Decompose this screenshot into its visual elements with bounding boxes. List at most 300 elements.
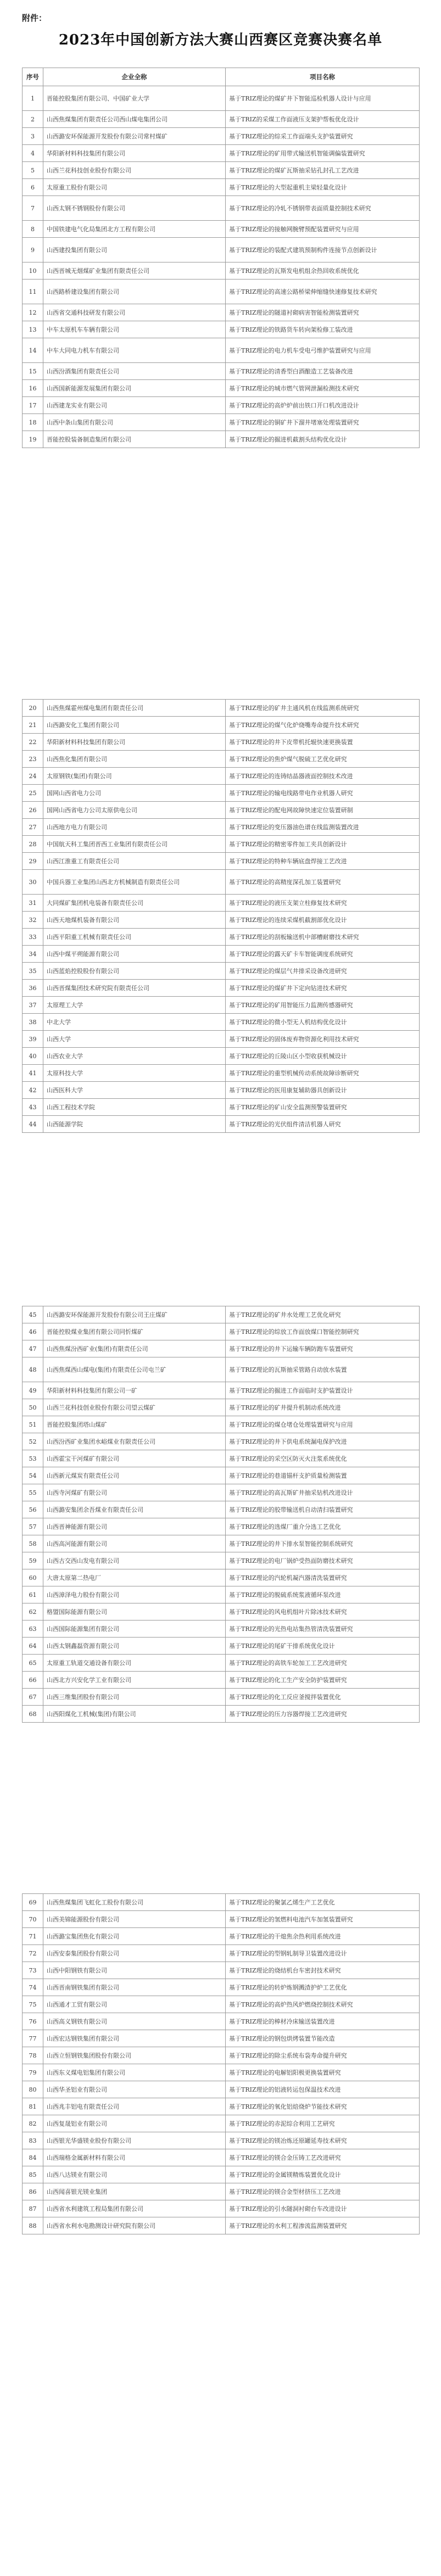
table-row <box>23 2200 420 2217</box>
row-number: 43 <box>23 1099 43 1116</box>
company-name: 山西地方电力有限公司 <box>43 819 226 836</box>
header-company: 企业全称 <box>43 68 226 86</box>
row-number: 88 <box>23 2217 43 2234</box>
table-row <box>23 179 420 196</box>
table-row <box>23 1484 420 1501</box>
table-row <box>23 1945 420 1962</box>
project-name: 基于TRIZ理论的型钢轧制导卫装置改进设计 <box>226 1945 420 1962</box>
company-name: 山西路桥建设集团有限公司 <box>43 280 226 304</box>
row-number: 21 <box>23 717 43 734</box>
table-row <box>23 1706 420 1723</box>
row-number: 15 <box>23 363 43 380</box>
company-name: 中车大同电力机车有限公司 <box>43 338 226 363</box>
project-name: 基于TRIZ理论的综放工作面放煤口智能控制研究 <box>226 1323 420 1340</box>
row-number: 13 <box>23 321 43 338</box>
project-name: 基于TRIZ理论的矿井提升机制动系统改进 <box>226 1399 420 1416</box>
project-name: 基于TRIZ理论的镁冶炼还原罐延寿技术研究 <box>226 2132 420 2149</box>
row-number: 16 <box>23 380 43 397</box>
row-number: 80 <box>23 2081 43 2098</box>
row-number: 70 <box>23 1911 43 1928</box>
row-number: 30 <box>23 870 43 895</box>
project-name: 基于TRIZ理论的井下排水泵智能控制系统研究 <box>226 1535 420 1552</box>
company-name: 山西银光华盛镁业股份有限公司 <box>43 2132 226 2149</box>
project-name: 基于TRIZ理论的掘进机截割头结构优化设计 <box>226 431 420 448</box>
company-name: 山西太钢鑫磊资源有限公司 <box>43 1638 226 1655</box>
row-number: 8 <box>23 221 43 238</box>
table-row <box>23 1655 420 1672</box>
table-row <box>23 1099 420 1116</box>
row-number: 69 <box>23 1894 43 1911</box>
project-name: 基于TRIZ理论的镁合金压铸工艺改进研究 <box>226 2149 420 2166</box>
table-row <box>23 2166 420 2183</box>
company-name: 山西晋神能源有限公司 <box>43 1518 226 1535</box>
row-number: 66 <box>23 1672 43 1689</box>
row-number: 1 <box>23 86 43 111</box>
company-name: 山西焦化集团有限公司 <box>43 751 226 768</box>
company-name: 山西医科大学 <box>43 1082 226 1099</box>
project-name: 基于TRIZ理论的连铸结晶器液面控制技术改进 <box>226 768 420 785</box>
company-name: 山西江淮重工有限责任公司 <box>43 853 226 870</box>
row-number: 81 <box>23 2098 43 2115</box>
company-name: 山西中条山集团有限公司 <box>43 414 226 431</box>
table-row <box>23 1928 420 1945</box>
table-row <box>23 2183 420 2200</box>
project-name: 基于TRIZ理论的煤矿井下定向钻进技术研究 <box>226 980 420 997</box>
company-name: 山西平阳重工机械有限责任公司 <box>43 929 226 946</box>
table-row <box>23 2115 420 2132</box>
header-number: 序号 <box>23 68 43 86</box>
company-name: 中国航天科工集团晋西工业集团有限责任公司 <box>43 836 226 853</box>
project-name: 基于TRIZ理论的高瓦斯矿井抽采钻机改进设计 <box>226 1484 420 1501</box>
row-number: 22 <box>23 734 43 751</box>
company-name: 山西国际能源集团有限公司 <box>43 1621 226 1638</box>
row-number: 84 <box>23 2149 43 2166</box>
company-name: 山西八达镁业有限公司 <box>43 2166 226 2183</box>
company-name: 山西潞安环保能源开发股份有限公司常村煤矿 <box>43 128 226 145</box>
row-number: 19 <box>23 431 43 448</box>
company-name: 山西中阳钢铁有限公司 <box>43 1962 226 1979</box>
company-name: 华阳新材料科技集团有限公司一矿 <box>43 1382 226 1399</box>
table-row <box>23 980 420 997</box>
table-row <box>23 1323 420 1340</box>
project-name: 基于TRIZ理论的烧结机台车密封技术研究 <box>226 1962 420 1979</box>
project-name: 基于TRIZ理论的棒材冷床输送装置改进 <box>226 2013 420 2030</box>
row-number: 40 <box>23 1048 43 1065</box>
project-name: 基于TRIZ理论的电力机车受电弓维护装置研究与应用 <box>226 338 420 363</box>
project-name: 基于TRIZ理论的脱硫系统浆液循环泵改进 <box>226 1586 420 1603</box>
row-number: 35 <box>23 963 43 980</box>
company-name: 大同煤矿集团机电装备有限责任公司 <box>43 895 226 912</box>
project-name: 基于TRIZ理论的接触网腕臂预配装置研究与应用 <box>226 221 420 238</box>
project-name: 基于TRIZ理论的氧化铝焙烧炉节能技术研究 <box>226 2098 420 2115</box>
company-name: 山西立恒钢铁集团股份有限公司 <box>43 2047 226 2064</box>
table-row <box>23 304 420 321</box>
project-name: 基于TRIZ理论的煤矿瓦斯抽采钻孔封孔工艺改进 <box>226 162 420 179</box>
table-row <box>23 380 420 397</box>
company-name: 山西太钢不锈钢股份有限公司 <box>43 196 226 221</box>
project-name: 基于TRIZ理论的化工生产安全防护装置研究 <box>226 1672 420 1689</box>
table-row <box>23 1306 420 1323</box>
project-name: 基于TRIZ理论的瓦斯抽采管路自动放水装置 <box>226 1357 420 1382</box>
table-row <box>23 262 420 280</box>
row-number: 56 <box>23 1501 43 1518</box>
company-name: 山西汾西矿业集团水峪煤业有限责任公司 <box>43 1433 226 1450</box>
table-row <box>23 929 420 946</box>
table-row <box>23 997 420 1014</box>
row-number: 76 <box>23 2013 43 2030</box>
row-number: 68 <box>23 1706 43 1723</box>
company-name: 山西建龙实业有限公司 <box>43 397 226 414</box>
row-number: 49 <box>23 1382 43 1399</box>
row-number: 7 <box>23 196 43 221</box>
company-name: 山西焦煤集团有限责任公司西山煤电集团公司 <box>43 111 226 128</box>
table-row <box>23 853 420 870</box>
project-name: 基于TRIZ理论的城市燃气管网泄漏检测技术研究 <box>226 380 420 397</box>
project-name: 基于TRIZ理论的井下供电系统漏电保护改进 <box>226 1433 420 1450</box>
row-number: 77 <box>23 2030 43 2047</box>
company-name: 太原重工股份有限公司 <box>43 179 226 196</box>
project-name: 基于TRIZ理论的微小型无人机结构优化设计 <box>226 1014 420 1031</box>
table-row <box>23 111 420 128</box>
company-name: 晋能控股集团塔山煤矿 <box>43 1416 226 1433</box>
project-name: 基于TRIZ理论的输电线路带电作业机器人研究 <box>226 785 420 802</box>
company-name: 中国兵器工业集团山西北方机械制造有限责任公司 <box>43 870 226 895</box>
table-row <box>23 86 420 111</box>
project-name: 基于TRIZ理论的赤泥综合利用工艺研究 <box>226 2115 420 2132</box>
project-name: 基于TRIZ理论的选煤厂重介分选工艺优化 <box>226 1518 420 1535</box>
row-number: 32 <box>23 912 43 929</box>
table-row <box>23 1382 420 1399</box>
row-number: 17 <box>23 397 43 414</box>
table-row <box>23 414 420 431</box>
row-number: 9 <box>23 238 43 262</box>
table-row <box>23 1911 420 1928</box>
project-name: 基于TRIZ理论的医用康复辅助器具创新设计 <box>226 1082 420 1099</box>
project-name: 基于TRIZ理论的金属镁精炼装置优化设计 <box>226 2166 420 2183</box>
project-name: 基于TRIZ理论的液压支架立柱修复技术研究 <box>226 895 420 912</box>
company-name: 山西漳泽电力股份有限公司 <box>43 1586 226 1603</box>
row-number: 60 <box>23 1569 43 1586</box>
row-number: 31 <box>23 895 43 912</box>
table-row <box>23 1569 420 1586</box>
company-name: 中车太原机车车辆有限公司 <box>43 321 226 338</box>
row-number: 26 <box>23 802 43 819</box>
company-name: 山西潞安环保能源开发股份有限公司王庄煤矿 <box>43 1306 226 1323</box>
company-name: 山西兆丰铝电有限责任公司 <box>43 2098 226 2115</box>
row-number: 29 <box>23 853 43 870</box>
company-name: 中国铁建电气化局集团北方工程有限公司 <box>43 221 226 238</box>
project-name: 基于TRIZ理论的采空区防灭火注浆系统优化 <box>226 1450 420 1467</box>
table-row <box>23 2030 420 2047</box>
row-number: 79 <box>23 2064 43 2081</box>
project-name: 基于TRIZ理论的高铁车轮加工工艺改进研究 <box>226 1655 420 1672</box>
row-number: 53 <box>23 1450 43 1467</box>
project-name: 基于TRIZ理论的氢燃料电池汽车加氢装置研究 <box>226 1911 420 1928</box>
row-number: 67 <box>23 1689 43 1706</box>
project-name: 基于TRIZ理论的光伏组件清洁机器人研究 <box>226 1116 420 1133</box>
project-name: 基于TRIZ理论的刮板输送机中部槽耐磨技术研究 <box>226 929 420 946</box>
table-section <box>22 68 419 448</box>
table-row <box>23 912 420 929</box>
company-name: 国网山西省电力公司 <box>43 785 226 802</box>
award-table <box>22 1893 420 2234</box>
project-name: 基于TRIZ理论的铁路货车转向架检修工装改进 <box>226 321 420 338</box>
table-row <box>23 338 420 363</box>
header-project: 项目名称 <box>226 68 420 86</box>
row-number: 46 <box>23 1323 43 1340</box>
table-row <box>23 1340 420 1357</box>
row-number: 75 <box>23 1996 43 2013</box>
table-row <box>23 1433 420 1450</box>
company-name: 山西复晟铝业有限公司 <box>43 2115 226 2132</box>
table-row <box>23 963 420 980</box>
table-row <box>23 221 420 238</box>
row-number: 11 <box>23 280 43 304</box>
company-name: 山西古交西山发电有限公司 <box>43 1552 226 1569</box>
project-name: 基于TRIZ理论的铝液转运包保温技术改进 <box>226 2081 420 2098</box>
table-row <box>23 946 420 963</box>
table-row <box>23 1603 420 1621</box>
row-number: 64 <box>23 1638 43 1655</box>
company-name: 山西建投集团有限公司 <box>43 238 226 262</box>
table-row <box>23 751 420 768</box>
project-name: 基于TRIZ理论的高速公路桥梁伸缩缝快速修复技术研究 <box>226 280 420 304</box>
table-row <box>23 238 420 262</box>
project-name: 基于TRIZ理论的矿用带式输送机智能调偏装置研究 <box>226 145 420 162</box>
table-row <box>23 870 420 895</box>
row-number: 62 <box>23 1603 43 1621</box>
project-name: 基于TRIZ理论的除尘系统布袋寿命提升研究 <box>226 2047 420 2064</box>
table-section <box>22 699 419 1133</box>
project-name: 基于TRIZ理论的变压器油色谱在线监测装置改进 <box>226 819 420 836</box>
table-row <box>23 802 420 819</box>
project-name: 基于TRIZ理论的大型起重机主梁轻量化设计 <box>226 179 420 196</box>
row-number: 63 <box>23 1621 43 1638</box>
company-name: 晋能控股煤业集团有限公司同忻煤矿 <box>43 1323 226 1340</box>
row-number: 82 <box>23 2115 43 2132</box>
company-name: 太原钢铁(集团)有限公司 <box>43 768 226 785</box>
table-row <box>23 1082 420 1099</box>
project-name: 基于TRIZ理论的电厂锅炉受热面防磨技术研究 <box>226 1552 420 1569</box>
project-name: 基于TRIZ理论的煤气化炉烧嘴寿命提升技术研究 <box>226 717 420 734</box>
company-name: 太原科技大学 <box>43 1065 226 1082</box>
row-number: 59 <box>23 1552 43 1569</box>
table-row <box>23 363 420 380</box>
company-name: 山西焦煤集团飞虹化工股份有限公司 <box>43 1894 226 1911</box>
table-row <box>23 1467 420 1484</box>
project-name: 基于TRIZ理论的镁合金型材挤压工艺改进 <box>226 2183 420 2200</box>
company-name: 太原理工大学 <box>43 997 226 1014</box>
company-name: 晋能控股装备制造集团有限公司 <box>43 431 226 448</box>
table-row <box>23 836 420 853</box>
company-name: 中北大学 <box>43 1014 226 1031</box>
company-name: 山西晋煤集团技术研究院有限责任公司 <box>43 980 226 997</box>
row-number: 42 <box>23 1082 43 1099</box>
project-name: 基于TRIZ理论的风电机组叶片除冰技术研究 <box>226 1603 420 1621</box>
project-name: 基于TRIZ理论的清香型白酒酿造工艺装备改进 <box>226 363 420 380</box>
project-name: 基于TRIZ理论的综采工作面端头支护装置研究 <box>226 128 420 145</box>
project-name: 基于TRIZ理论的矿用智能压力监测传感器研究 <box>226 997 420 1014</box>
table-row <box>23 1689 420 1706</box>
row-number: 61 <box>23 1586 43 1603</box>
company-name: 山西东义煤电铝集团有限公司 <box>43 2064 226 2081</box>
project-name: 基于TRIZ理论的聚氯乙烯生产工艺优化 <box>226 1894 420 1911</box>
table-row <box>23 1501 420 1518</box>
company-name: 山西省交通科技研发有限公司 <box>43 304 226 321</box>
project-name: 基于TRIZ理论的特种车辆底盘焊接工艺改进 <box>226 853 420 870</box>
attachment-label: 附件： <box>22 13 47 23</box>
table-row <box>23 1357 420 1382</box>
project-name: 基于TRIZ理论的精密零件加工夹具创新设计 <box>226 836 420 853</box>
project-name: 基于TRIZ理论的煤矿井下智能巡检机器人设计与应用 <box>226 86 420 111</box>
table-row <box>23 717 420 734</box>
company-name: 山西蓝焰控股股份有限公司 <box>43 963 226 980</box>
table-row <box>23 397 420 414</box>
company-name: 山西兰花科技创业股份有限公司 <box>43 162 226 179</box>
company-name: 山西焦煤汾西矿业(集团)有限责任公司 <box>43 1340 226 1357</box>
project-name: 基于TRIZ理论的焦炉煤气脱硫工艺优化研究 <box>226 751 420 768</box>
company-name: 山西高义钢铁有限公司 <box>43 2013 226 2030</box>
company-name: 山西寺河煤矿有限公司 <box>43 1484 226 1501</box>
company-name: 山西霍宝干河煤矿有限公司 <box>43 1450 226 1467</box>
row-number: 86 <box>23 2183 43 2200</box>
project-name: 基于TRIZ理论的电解铝阳极更换装置研究 <box>226 2064 420 2081</box>
row-number: 48 <box>23 1357 43 1382</box>
row-number: 85 <box>23 2166 43 2183</box>
project-name: 基于TRIZ理论的尾矿干排系统优化设计 <box>226 1638 420 1655</box>
company-name: 山西美锦能源股份有限公司 <box>43 1911 226 1928</box>
company-name: 山西能源学院 <box>43 1116 226 1133</box>
project-name: 基于TRIZ理论的露天矿卡车智能调度系统研究 <box>226 946 420 963</box>
company-name: 山西焦煤西山煤电(集团)有限责任公司屯兰矿 <box>43 1357 226 1382</box>
row-number: 4 <box>23 145 43 162</box>
table-row <box>23 162 420 179</box>
project-name: 基于TRIZ理论的高炉热风炉燃烧控制技术研究 <box>226 1996 420 2013</box>
row-number: 52 <box>23 1433 43 1450</box>
row-number: 37 <box>23 997 43 1014</box>
project-name: 基于TRIZ理论的固体废弃物资源化利用技术研究 <box>226 1031 420 1048</box>
row-number: 5 <box>23 162 43 179</box>
row-number: 36 <box>23 980 43 997</box>
table-row <box>23 819 420 836</box>
company-name: 山西潞安化工集团有限公司 <box>43 717 226 734</box>
table-row <box>23 1996 420 2013</box>
table-row <box>23 1065 420 1082</box>
company-name: 山西潞安集团余吾煤业有限责任公司 <box>43 1501 226 1518</box>
project-name: 基于TRIZ理论的煤仓堵仓处理装置研究与应用 <box>226 1416 420 1433</box>
company-name: 山西华圣铝业有限公司 <box>43 2081 226 2098</box>
row-number: 24 <box>23 768 43 785</box>
row-number: 38 <box>23 1014 43 1031</box>
row-number: 54 <box>23 1467 43 1484</box>
project-name: 基于TRIZ理论的井下皮带机托辊快速更换装置 <box>226 734 420 751</box>
row-number: 47 <box>23 1340 43 1357</box>
project-name: 基于TRIZ理论的连续采煤机截割部优化设计 <box>226 912 420 929</box>
company-name: 山西省水利水电勘测设计研究院有限公司 <box>43 2217 226 2234</box>
row-number: 78 <box>23 2047 43 2064</box>
table-row <box>23 2064 420 2081</box>
table-row <box>23 785 420 802</box>
table-row <box>23 1621 420 1638</box>
company-name: 山西兰花科技创业股份有限公司望云煤矿 <box>43 1399 226 1416</box>
company-name: 山西闻喜银光镁业集团 <box>43 2183 226 2200</box>
project-name: 基于TRIZ理论的光热电站集热管清洗装置研究 <box>226 1621 420 1638</box>
row-number: 2 <box>23 111 43 128</box>
project-name: 基于TRIZ理论的掘进工作面临时支护装置设计 <box>226 1382 420 1399</box>
table-row <box>23 1116 420 1133</box>
company-name: 山西晋城无烟煤矿业集团有限责任公司 <box>43 262 226 280</box>
company-name: 山西潞宝集团焦化有限公司 <box>43 1928 226 1945</box>
company-name: 山西晋南钢铁集团有限公司 <box>43 1979 226 1996</box>
table-row <box>23 1586 420 1603</box>
project-name: 基于TRIZ理论的胶带输送机自动清扫装置研究 <box>226 1501 420 1518</box>
row-number: 55 <box>23 1484 43 1501</box>
company-name: 山西三维集团股份有限公司 <box>43 1689 226 1706</box>
company-name: 山西安泰集团股份有限公司 <box>43 1945 226 1962</box>
table-row <box>23 280 420 304</box>
project-name: 基于TRIZ理论的装配式建筑预制构件连接节点创新设计 <box>226 238 420 262</box>
table-row <box>23 196 420 221</box>
row-number: 41 <box>23 1065 43 1082</box>
project-name: 基于TRIZ理论的压力容器焊接工艺改进研究 <box>226 1706 420 1723</box>
table-row <box>23 1518 420 1535</box>
project-name: 基于TRIZ理论的井下运输车辆防跑车装置研究 <box>226 1340 420 1357</box>
project-name: 基于TRIZ理论的矿井水处理工艺优化研究 <box>226 1306 420 1323</box>
table-row <box>23 1962 420 1979</box>
table-row <box>23 2217 420 2234</box>
table-header-row <box>23 68 420 86</box>
project-name: 基于TRIZ理论的高炉炉前出铁口开口机改进设计 <box>226 397 420 414</box>
row-number: 23 <box>23 751 43 768</box>
project-name: 基于TRIZ理论的巷道锚杆支护质量检测装置 <box>226 1467 420 1484</box>
company-name: 山西工程技术学院 <box>43 1099 226 1116</box>
row-number: 45 <box>23 1306 43 1323</box>
project-name: 基于TRIZ理论的煤层气井排采设备改进研究 <box>226 963 420 980</box>
project-name: 基于TRIZ理论的高精度深孔加工装置研究 <box>226 870 420 895</box>
row-number: 72 <box>23 1945 43 1962</box>
row-number: 65 <box>23 1655 43 1672</box>
award-table <box>22 1306 420 1723</box>
table-row <box>23 895 420 912</box>
page-title: 2023年中国创新方法大赛山西赛区竞赛决赛名单 <box>58 32 383 48</box>
row-number: 3 <box>23 128 43 145</box>
company-name: 山西中煤平朔能源有限公司 <box>43 946 226 963</box>
award-table <box>22 699 420 1133</box>
project-name: 基于TRIZ理论的转炉炼钢溅渣护炉工艺优化 <box>226 1979 420 1996</box>
project-name: 基于TRIZ理论的铜矿井下溜井堵塞处理装置研究 <box>226 414 420 431</box>
table-row <box>23 2013 420 2030</box>
company-name: 山西瑞格金属新材料有限公司 <box>43 2149 226 2166</box>
table-section <box>22 1893 419 2234</box>
project-name: 基于TRIZ理论的隧道衬砌病害智能检测装置研究 <box>226 304 420 321</box>
table-row <box>23 1031 420 1048</box>
project-name: 基于TRIZ的采煤工作面液压支架护帮板优化设计 <box>226 111 420 128</box>
table-row <box>23 2132 420 2149</box>
project-name: 基于TRIZ理论的丘陵山区小型收获机械设计 <box>226 1048 420 1065</box>
row-number: 73 <box>23 1962 43 1979</box>
company-name: 山西高河能源有限公司 <box>43 1535 226 1552</box>
company-name: 山西汾酒集团有限责任公司 <box>43 363 226 380</box>
row-number: 39 <box>23 1031 43 1048</box>
row-number: 74 <box>23 1979 43 1996</box>
row-number: 18 <box>23 414 43 431</box>
table-row <box>23 768 420 785</box>
company-name: 山西天地煤机装备有限公司 <box>43 912 226 929</box>
table-row <box>23 1014 420 1031</box>
company-name: 华阳新材料科技集团有限公司 <box>43 145 226 162</box>
row-number: 57 <box>23 1518 43 1535</box>
company-name: 山西宏达钢铁集团有限公司 <box>43 2030 226 2047</box>
